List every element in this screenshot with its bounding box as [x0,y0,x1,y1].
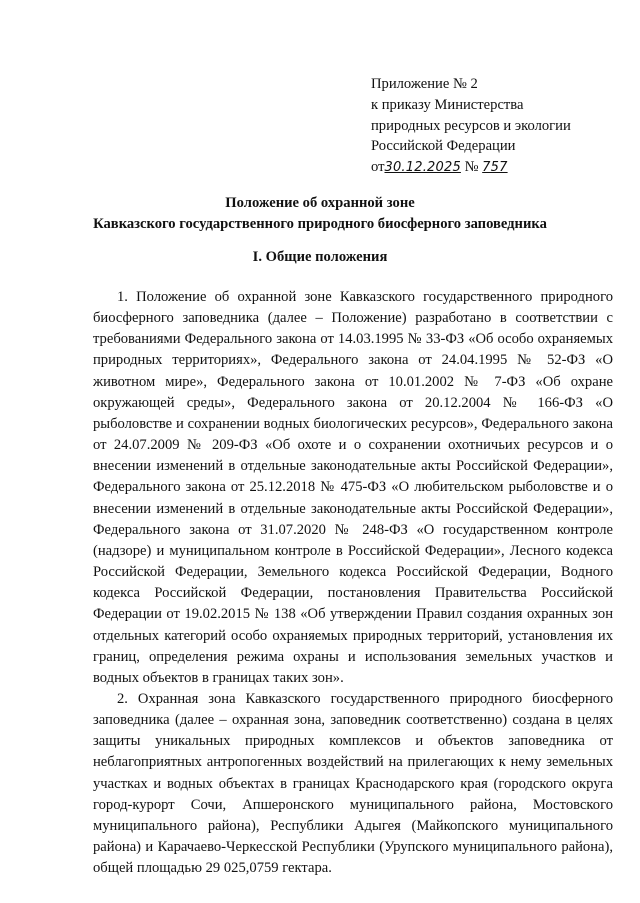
appendix-block [371,74,571,179]
appendix-number: Приложение № 2 [371,76,478,92]
handwritten-date: 30.12.2025 [384,160,461,176]
title-line-1: Положение об охранной зоне [225,195,415,211]
document-title [0,193,640,235]
number-prefix: № [464,159,479,176]
appendix-order-ref: к приказу Министерства [371,96,524,113]
appendix-ministry: природных ресурсов и экологии [371,117,571,134]
paragraph-1: 1. Положение об охранной зоне Кавказского государственного природного биосферного заповедника (далее – Положение) разработано в соответствии с требованиями Федерального закона от 14.03.1995 № 33-ФЗ «Об особо охраняемых природных территориях», Федерального закона от 24.04.1995 № 52-ФЗ «О животном мире», Федерального закона от 10.01.2002 № 7-ФЗ «Об охране окружающей среды», Федерального закона от 20.12.2004 № 166-ФЗ «О рыболовстве и сохранении водных биологических ресурсов», Федерального закона от 24.07.2009 № 209-ФЗ «Об охоте и о сохранении охотничьих ресурсов и о внесении изменений в отдельные законодательные акты Российской Федерации», Федерального закона от 25.12.2018 № 475-ФЗ «О любительском рыболовстве и о внесении изменений в отдельные законодательные акты Российской Федерации», Федерального закона от 31.07.2020 № 248-ФЗ «О государственном контроле (надзоре) и муниципальном контроле в Российской Федерации», Лесного кодекса Российской Федерации, Земельного кодекса Российской Федерации, Водного кодекса Российской Федерации, постановления Правительства Российской Федерации от 19.02.2015 № 138 «Об утверждении Правил создания охранных зон отдельных категорий особо охраняемых природных территорий, установления их границ, определения режима охраны и использования земельных участков и водных объектов в границах таких зон». [93,289,613,686]
date-prefix: от [371,159,385,176]
section-heading: I. Общие положения [252,249,388,265]
document-body [93,287,613,879]
appendix-date-line [371,157,571,179]
paragraph-2: 2. Охранная зона Кавказского государственного природного биосферного заповедника (далее – охранная зона, заповедник соответственно) создана в целях защиты уникальных природных комплексов и объектов заповедника от неблагоприятных антропогенных воздействий на прилегающих к нему земельных участках и водных объектах в границах Краснодарского края (городского округа город-курорт Сочи, Апшеронского муниципального района, Мостовского муниципального района), Республики Адыгея (Майкопского муниципального района) и Карачаево-Черкесской Республики (Урупского муниципального района), общей площадью 29 025,0759 гектара. [93,690,613,877]
handwritten-number: 757 [482,160,508,176]
title-line-2: Кавказского государственного природного биосферного заповедника [93,216,547,232]
appendix-country: Российской Федерации [371,138,516,155]
